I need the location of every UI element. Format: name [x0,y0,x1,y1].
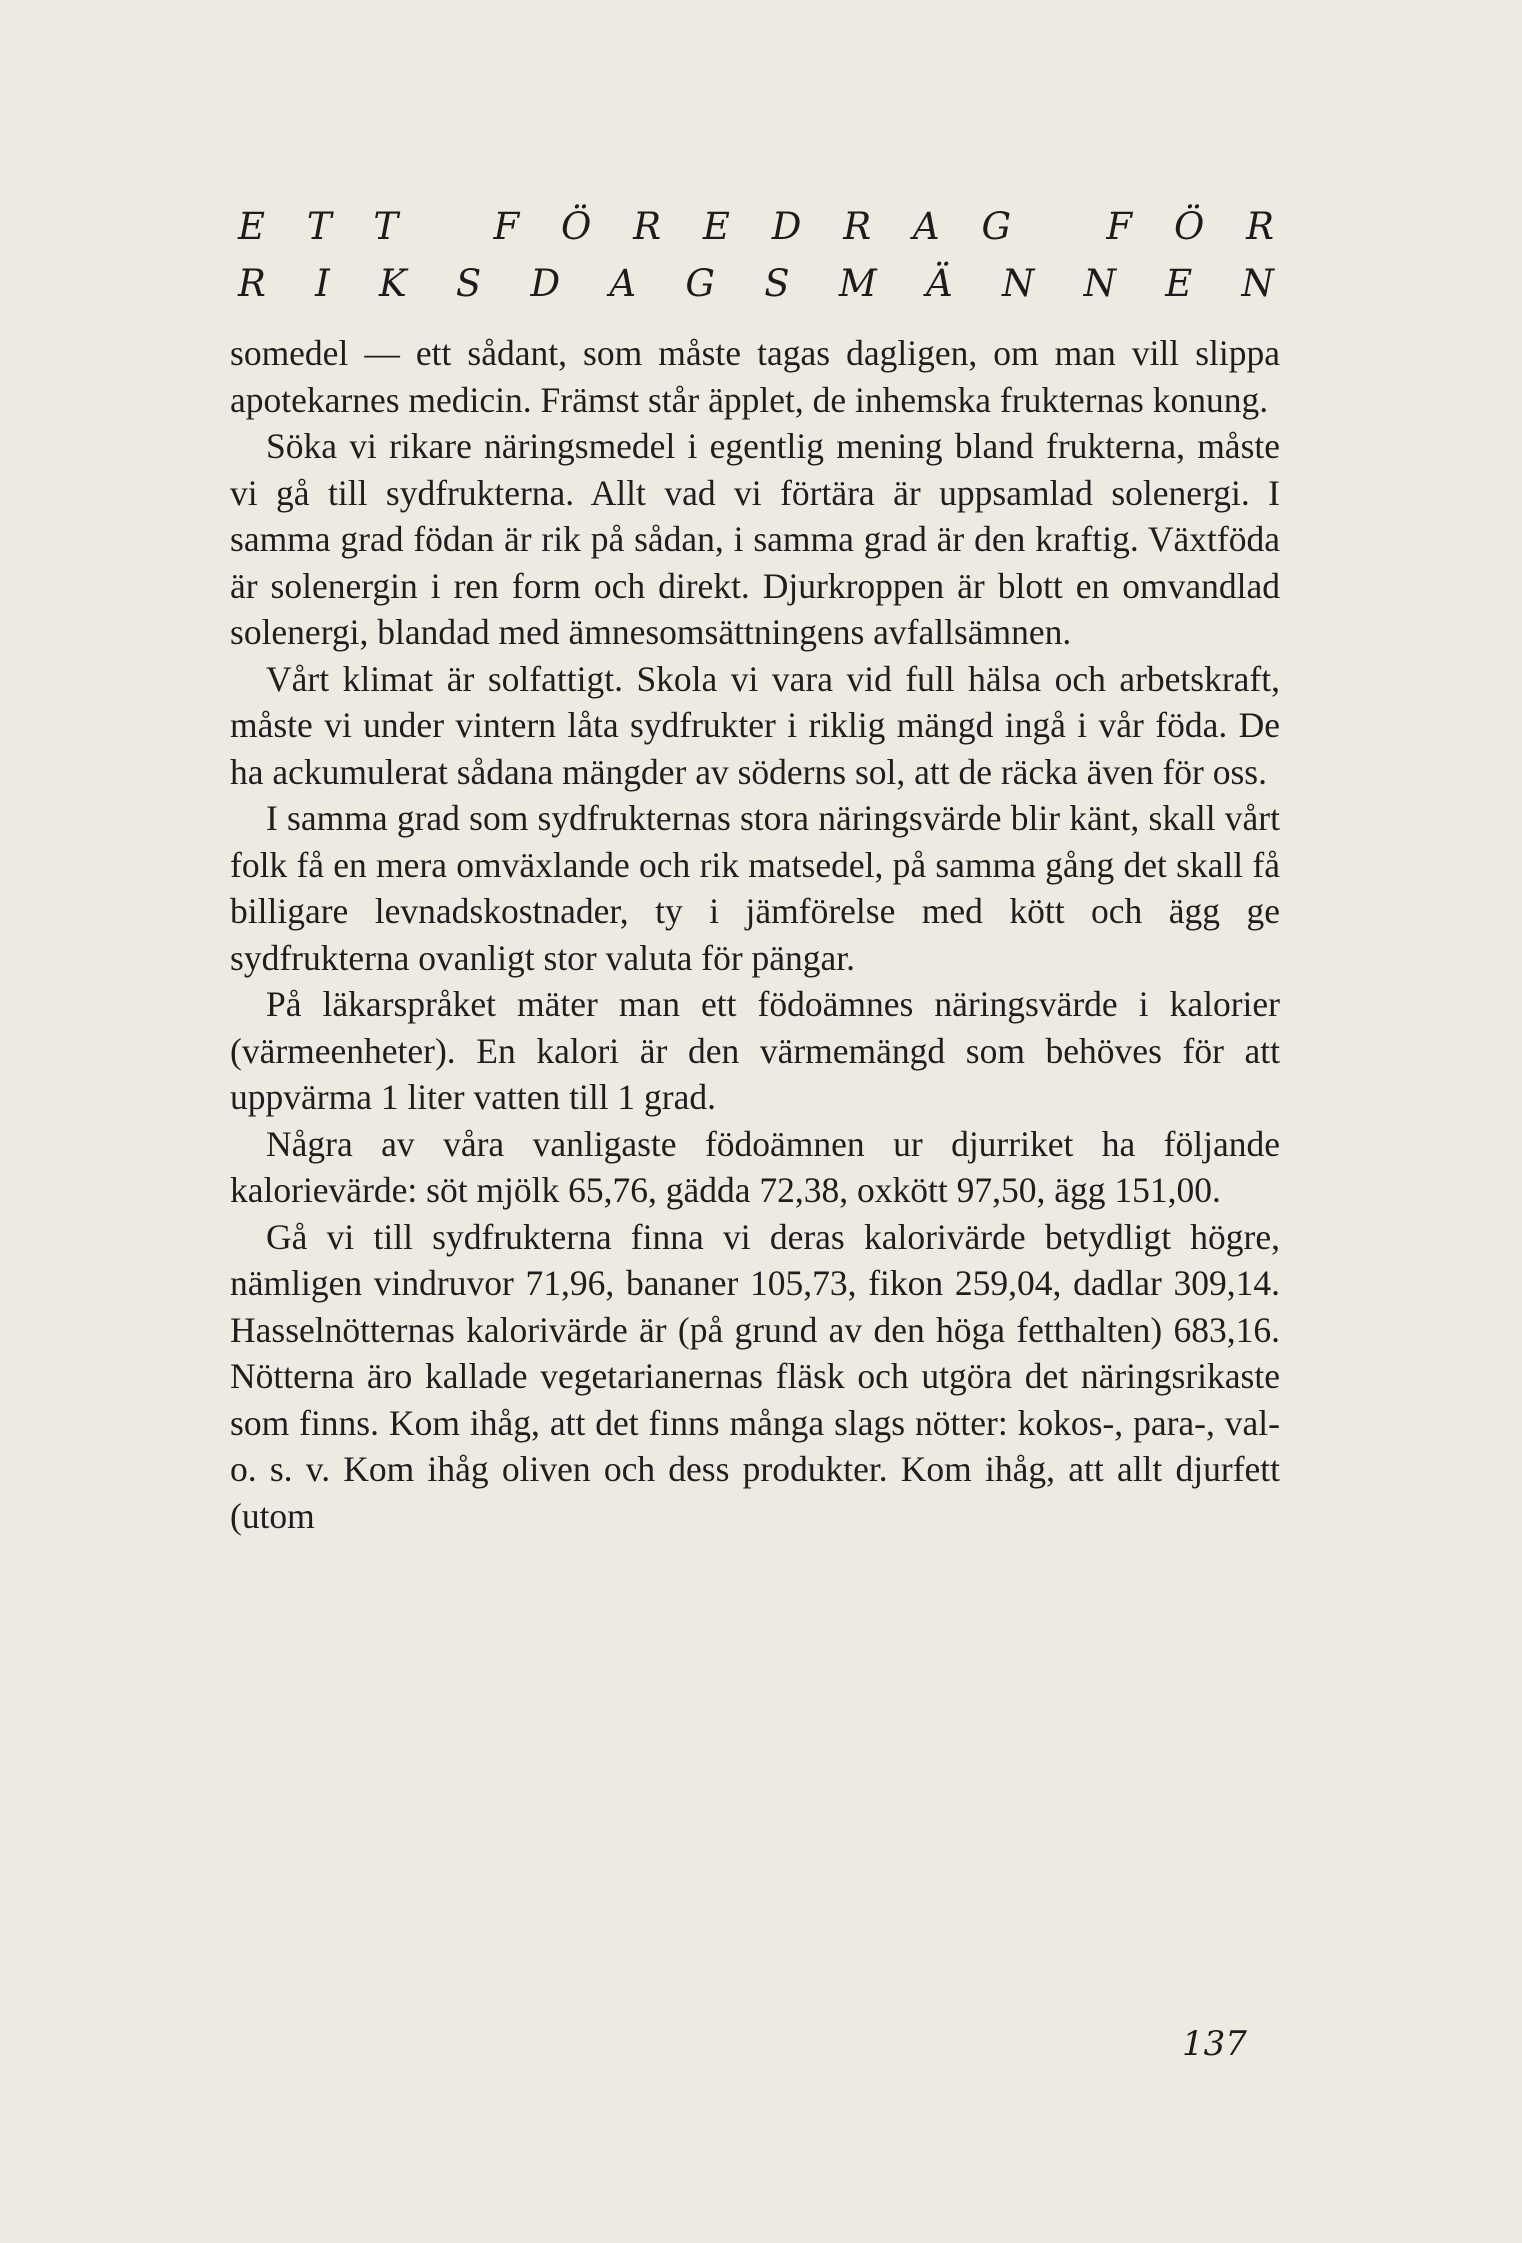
paragraph: Gå vi till sydfrukterna finna vi deras kalorivärde betydligt högre, nämligen vindruvor 71,96, bananer 105,73, fikon 259,04, dadlar 309,14. Hasselnötternas kalorivärde är (på grund av den höga fetthalten) 683,16. Nötterna äro kallade vegetarianernas fläsk och utgöra det näringsrikaste som finns. Kom ihåg, att det finns många slags nötter: kokos-, para-, val- o. s. v. Kom ihåg oliven och dess produkter. Kom ihåg, att allt djurfett (utom [230,1216,1280,1536]
paragraph: I samma grad som sydfrukternas stora näringsvärde blir känt, skall vårt folk få en mera omväxlande och rik matsedel, på samma gång det skall få billigare levnadskostnader, ty i jämförelse med kött och ägg ge sydfrukterna ovanligt stor valuta för pängar. [230,798,1280,978]
paragraph: somedel — ett sådant, som måste tagas dagligen, om man vill slippa apotekarnes medicin. Främst står äpplet, de inhemska frukternas konung. [230,333,1280,420]
paragraph: Några av våra vanligaste födoämnen ur djurriket ha följande kalorievärde: söt mjölk 65,76, gädda 72,38, oxkött 97,50, ägg 151,00. [230,1123,1280,1210]
body-text [230,330,1280,1539]
page-number: 137 [1182,2024,1247,2064]
paragraph: Vårt klimat är solfattigt. Skola vi vara vid full hälsa och arbetskraft, måste vi under vintern låta sydfrukter i riklig mängd ingå i vår föda. De ha ackumulerat sådana mängder av söderns sol, att de räcka även för oss. [230,658,1280,792]
paragraph: På läkarspråket mäter man ett födoämnes näringsvärde i kalorier (värmeenheter). En kalori är den värmemängd som behöves för att uppvärma 1 liter vatten till 1 grad. [230,984,1280,1117]
running-header-line-1: E T T F Ö R E D R A G F Ö R [238,205,1274,248]
running-header-line-2: R I K S D A G S M Ä N N E N [238,262,1274,305]
paragraph: Söka vi rikare näringsmedel i egentlig mening bland frukterna, måste vi gå till sydfrukterna. Allt vad vi förtära är uppsamlad solenergi. I samma grad födan är rik på sådan, i samma grad är den kraftig. Växtföda är solenergin i ren form och direkt. Djurkroppen är blott en omvandlad solenergi, blandad med ämnesomsättningens avfallsämnen. [230,426,1280,652]
